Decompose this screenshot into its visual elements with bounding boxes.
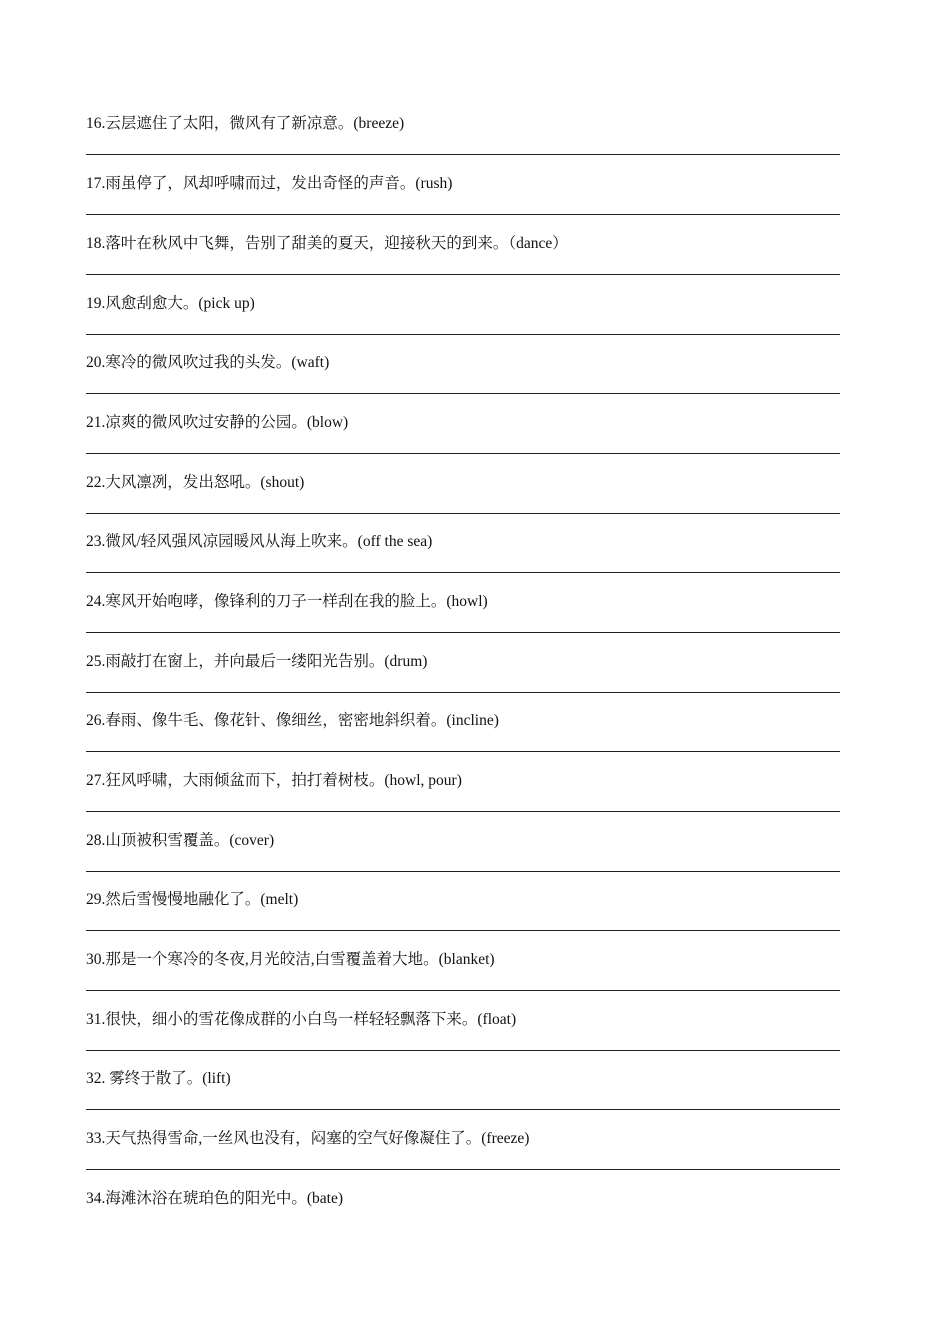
exercise-prompt: 16.云层遮住了太阳，微风有了新凉意。(breeze) <box>86 115 405 132</box>
exercise-prompt: 21.凉爽的微风吹过安静的公园。(blow) <box>86 414 349 431</box>
exercise-16 <box>86 114 840 174</box>
answer-line <box>86 930 840 931</box>
exercise-prompt: 20.寒冷的微风吹过我的头发。(waft) <box>86 354 330 371</box>
exercise-34 <box>86 1189 840 1249</box>
exercise-prompt: 33.天气热得雪命,一丝风也没有，闷塞的空气好像凝住了。(freeze) <box>86 1130 530 1147</box>
exercise-prompt: 22.大风凛冽，发出怒吼。(shout) <box>86 474 305 491</box>
exercise-prompt: 28.山顶被积雪覆盖。(cover) <box>86 832 275 849</box>
exercise-32 <box>86 1069 840 1129</box>
exercise-21 <box>86 413 840 473</box>
exercise-prompt: 32. 雾终于散了。(lift) <box>86 1070 231 1087</box>
exercise-prompt: 30.那是一个寒冷的冬夜,月光皎洁,白雪覆盖着大地。(blanket) <box>86 951 495 968</box>
exercise-19 <box>86 294 840 354</box>
exercise-29 <box>86 890 840 950</box>
exercise-prompt: 26.春雨、像牛毛、像花针、像细丝，密密地斜织着。(incline) <box>86 712 499 729</box>
answer-line <box>86 751 840 752</box>
exercise-26 <box>86 711 840 771</box>
exercise-28 <box>86 831 840 891</box>
exercise-27 <box>86 771 840 831</box>
answer-line <box>86 632 840 633</box>
answer-line <box>86 334 840 335</box>
exercise-prompt: 19.风愈刮愈大。(pick up) <box>86 295 255 312</box>
answer-line <box>86 274 840 275</box>
exercise-24 <box>86 592 840 652</box>
exercise-30 <box>86 950 840 1010</box>
answer-line <box>86 393 840 394</box>
answer-line <box>86 692 840 693</box>
exercise-25 <box>86 652 840 712</box>
exercise-33 <box>86 1129 840 1189</box>
answer-line <box>86 513 840 514</box>
exercise-prompt: 29.然后雪慢慢地融化了。(melt) <box>86 891 299 908</box>
answer-line <box>86 1109 840 1110</box>
exercise-prompt: 23.微风/轻风强风凉园暖风从海上吹来。(off the sea) <box>86 533 433 550</box>
answer-line <box>86 453 840 454</box>
exercise-18 <box>86 234 840 294</box>
exercise-prompt: 24.寒风开始咆哮，像锋利的刀子一样刮在我的脸上。(howl) <box>86 593 488 610</box>
exercise-prompt: 17.雨虽停了，风却呼啸而过，发出奇怪的声音。(rush) <box>86 175 453 192</box>
exercise-23 <box>86 532 840 592</box>
exercise-prompt: 31.很快，细小的雪花像成群的小白鸟一样轻轻飘落下来。(float) <box>86 1011 517 1028</box>
exercise-22 <box>86 473 840 533</box>
exercise-prompt: 34.海滩沐浴在琥珀色的阳光中。(bate) <box>86 1190 344 1207</box>
answer-line <box>86 214 840 215</box>
answer-line <box>86 1169 840 1170</box>
exercise-prompt: 27.狂风呼啸，大雨倾盆而下，拍打着树枝。(howl, pour) <box>86 772 462 789</box>
answer-line <box>86 871 840 872</box>
exercise-20 <box>86 353 840 413</box>
exercise-prompt: 18.落叶在秋风中飞舞，告别了甜美的夏天，迎接秋天的到来。（dance） <box>86 235 568 252</box>
answer-line <box>86 572 840 573</box>
exercise-prompt: 25.雨敲打在窗上，并向最后一缕阳光告别。(drum) <box>86 653 428 670</box>
exercise-31 <box>86 1010 840 1070</box>
answer-line <box>86 1050 840 1051</box>
answer-line <box>86 811 840 812</box>
answer-line <box>86 154 840 155</box>
exercise-17 <box>86 174 840 234</box>
answer-line <box>86 990 840 991</box>
